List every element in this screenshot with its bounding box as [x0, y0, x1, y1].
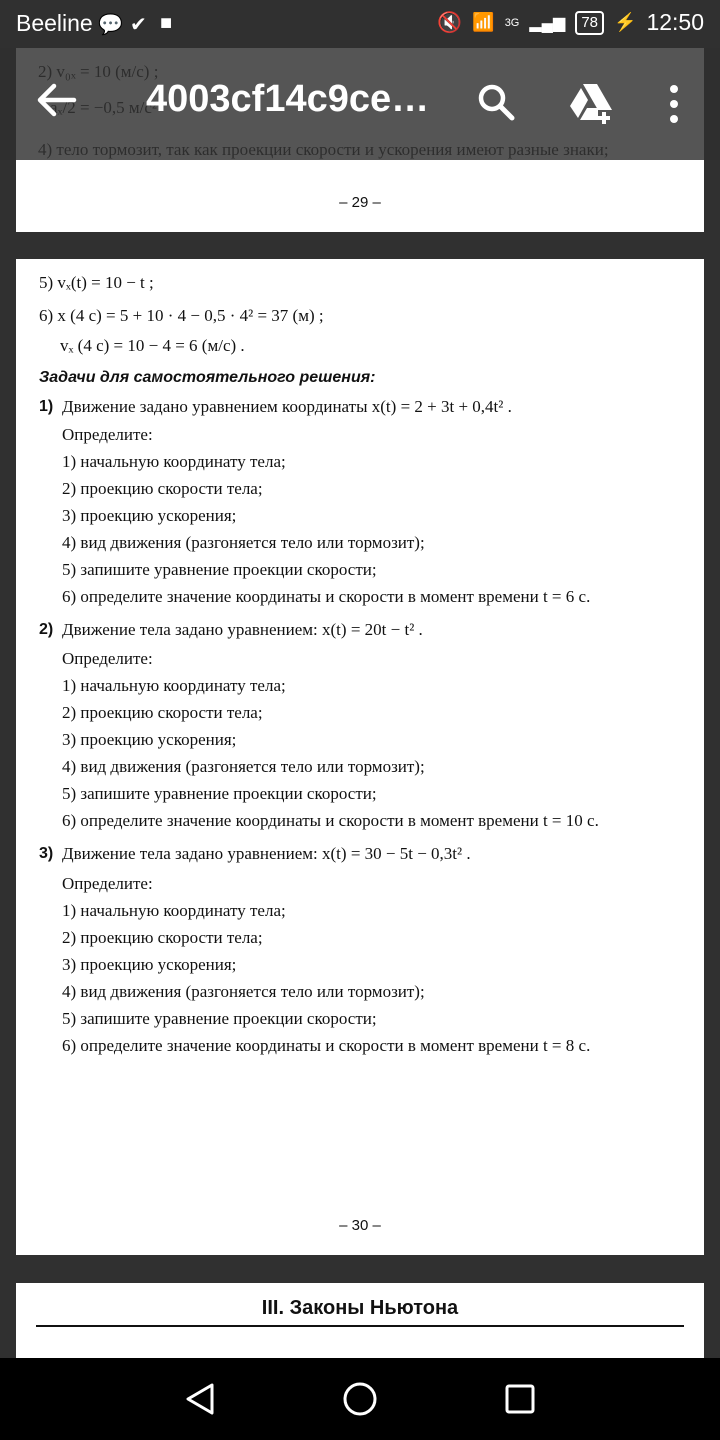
- task-item: 4) вид движения (разгоняется тело или тормозит);: [62, 982, 425, 1001]
- task-item: 6) определите значение координаты и скорости в момент времени t = 6 с.: [62, 587, 591, 606]
- next-page: [16, 1283, 704, 1358]
- divider: [36, 1325, 684, 1327]
- nav-recents-icon[interactable]: [504, 1383, 536, 1415]
- back-arrow-icon[interactable]: [34, 78, 78, 122]
- nav-home-icon[interactable]: [342, 1381, 378, 1417]
- task-item: 4) вид движения (разгоняется тело или тормозит);: [62, 533, 425, 552]
- task-item: 5) запишите уравнение проекции скорости;: [62, 1009, 377, 1028]
- document-page: [16, 259, 704, 1255]
- chapter-title: III. Законы Ньютона: [261, 1297, 459, 1319]
- answer-line: 5) vₓ(t) = 10 − t ;: [39, 273, 154, 292]
- section-heading: Задачи для самостоятельного решения:: [39, 369, 376, 386]
- search-icon[interactable]: [476, 82, 516, 122]
- charging-icon: ⚡: [614, 12, 637, 32]
- task-define-label: Определите:: [62, 874, 153, 893]
- task-item: 1) начальную координату тела;: [62, 676, 286, 695]
- task-item: 1) начальную координату тела;: [62, 901, 286, 920]
- signal-icon: ▂▄▆: [529, 14, 566, 32]
- network-type: 3G: [504, 16, 520, 29]
- clock: 12:50: [646, 9, 704, 35]
- task-item: 4) вид движения (разгоняется тело или тормозит);: [62, 757, 425, 776]
- task-item: 6) определите значение координаты и скорости в момент времени t = 10 с.: [62, 811, 599, 830]
- task-statement: Движение тела задано уравнением: x(t) = 30 − 5t − 0,3t² .: [62, 844, 471, 863]
- task-define-label: Определите:: [62, 649, 153, 668]
- app-bar: [0, 48, 720, 160]
- battery-level: 78: [575, 11, 604, 35]
- task-item: 2) проекцию скорости тела;: [62, 479, 263, 498]
- answer-line: 6) x (4 с) = 5 + 10 · 4 − 0,5 · 4² = 37 (м) ;: [39, 306, 324, 325]
- task-number: 3): [39, 845, 54, 862]
- nav-back-icon[interactable]: [184, 1382, 216, 1416]
- carrier-name: Beeline: [16, 10, 93, 36]
- mute-icon: 🔇: [437, 12, 463, 34]
- task-number: 1): [39, 398, 54, 415]
- more-options-icon[interactable]: [664, 84, 684, 124]
- task-define-label: Определите:: [62, 425, 153, 444]
- message-icon: 💬: [98, 14, 123, 36]
- answer-line: vₓ (4 с) = 10 − 4 = 6 (м/с) .: [60, 336, 245, 355]
- document-title: 4003cf14c9ce…: [146, 78, 430, 120]
- task-statement: Движение задано уравнением координаты x(t) = 2 + 3t + 0,4t² .: [62, 397, 512, 416]
- download-done-icon: ✔: [130, 14, 147, 36]
- status-bar: [0, 0, 720, 48]
- task-item: 3) проекцию ускорения;: [62, 506, 237, 525]
- task-number: 2): [39, 621, 54, 638]
- video-icon: ■: [160, 12, 173, 34]
- task-item: 5) запишите уравнение проекции скорости;: [62, 560, 377, 579]
- task-item: 2) проекцию скорости тела;: [62, 928, 263, 947]
- task-item: 1) начальную координату тела;: [62, 452, 286, 471]
- navigation-bar: [0, 1358, 720, 1440]
- task-item: 3) проекцию ускорения;: [62, 730, 237, 749]
- page-number: – 29 –: [339, 194, 381, 211]
- task-item: 5) запишите уравнение проекции скорости;: [62, 784, 377, 803]
- task-statement: Движение тела задано уравнением: x(t) = 20t − t² .: [62, 620, 423, 639]
- task-item: 2) проекцию скорости тела;: [62, 703, 263, 722]
- task-item: 6) определите значение координаты и скорости в момент времени t = 8 с.: [62, 1036, 591, 1055]
- page-number: – 30 –: [339, 1217, 381, 1234]
- wifi-icon: 📶: [472, 12, 495, 32]
- add-to-drive-icon[interactable]: [568, 82, 614, 126]
- task-item: 3) проекцию ускорения;: [62, 955, 237, 974]
